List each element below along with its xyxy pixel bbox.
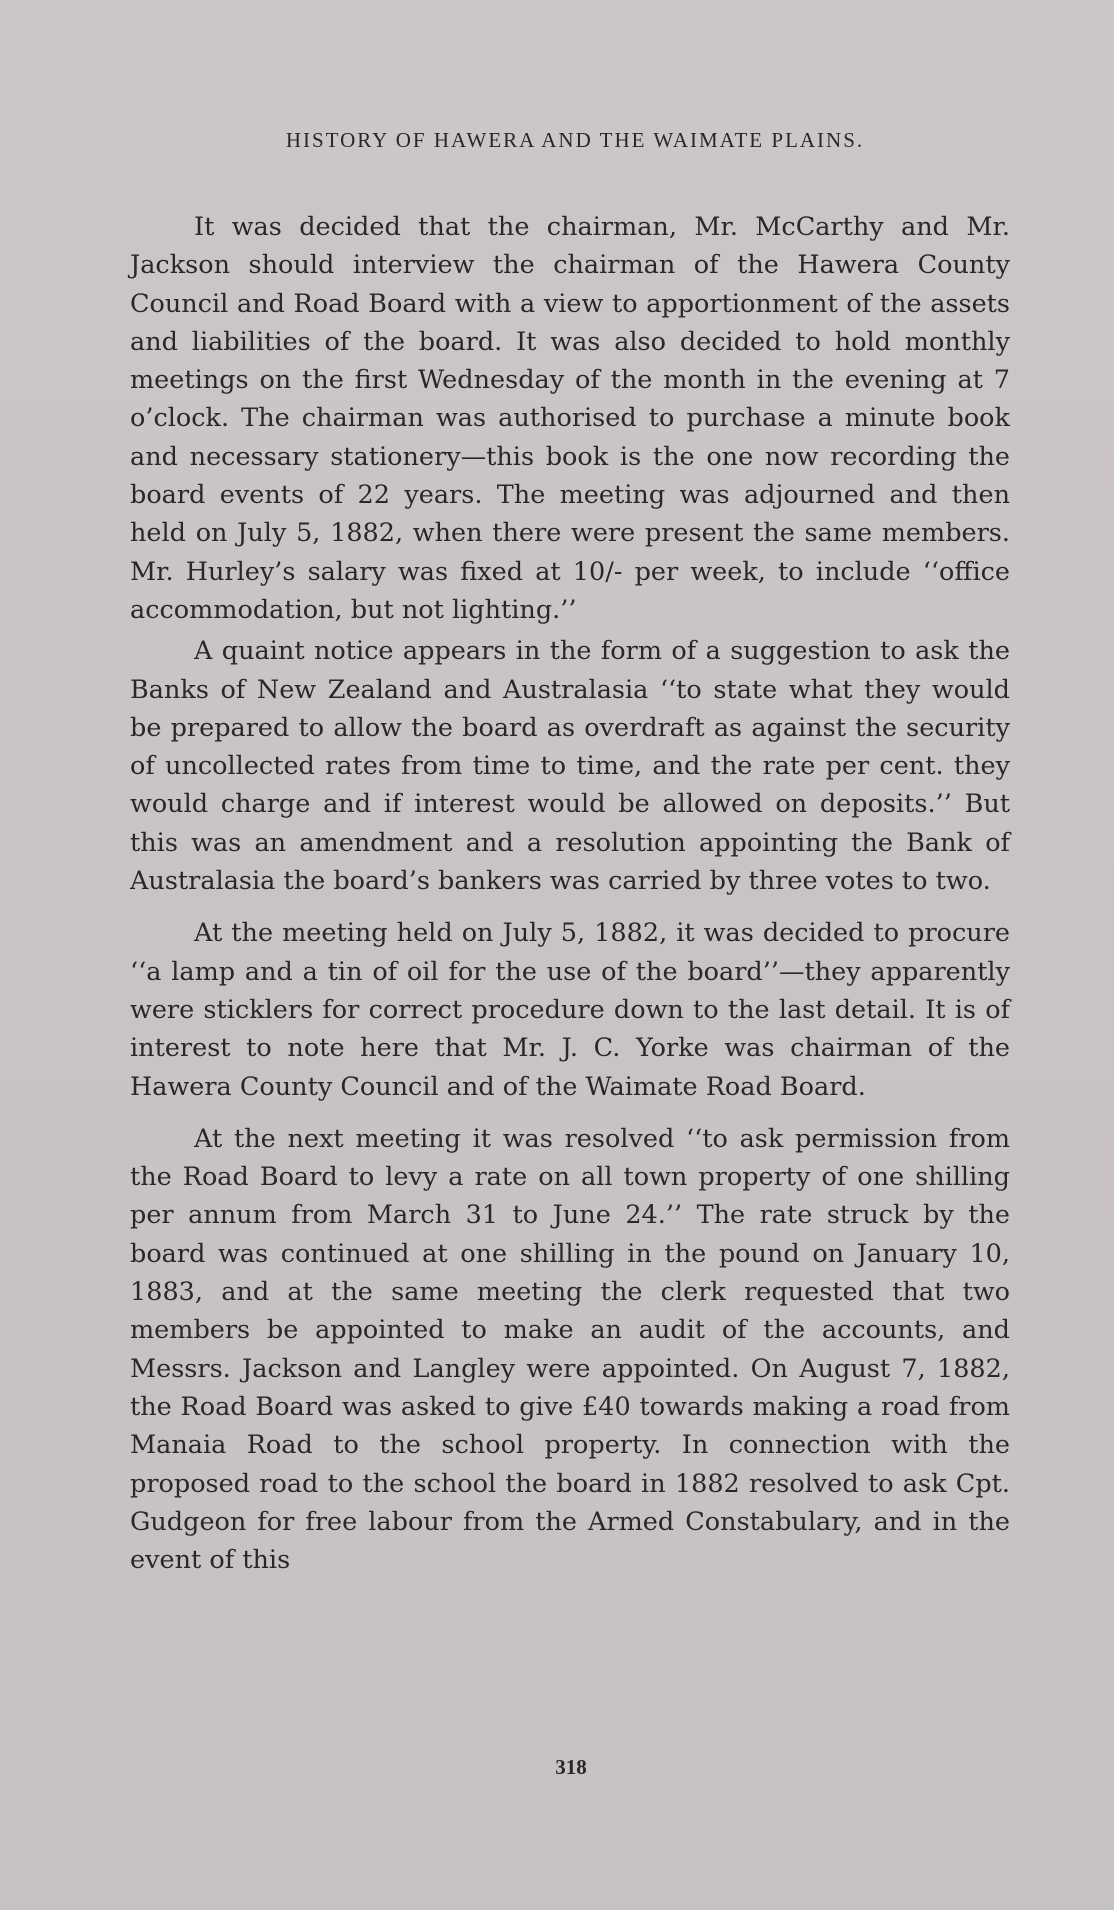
paragraph-3: At the meeting held on July 5, 1882, it was decided to procure ‘‘a lamp and a tin of oil for the use of the board’’—they apparently were sticklers for correct procedure down to the last detail. It is of interest to note here that Mr. J. C. Yorke was chairman of the Hawera County Council and of the Waimate Road Board. <box>130 918 1010 1102</box>
paragraph-2: A quaint notice appears in the form of a suggestion to ask the Banks of New Zealand and Australasia ‘‘to state what they would be prepared to allow the board as overdraft as against the security of uncollected rates from time to time, and the rate per cent. they would charge and if interest would be allowed on deposits.’’ But this was an amendment and a resolution appointing the Bank of Australasia the board’s bankers was carried by three votes to two. <box>130 636 1010 897</box>
paragraph-4: At the next meeting it was resolved ‘‘to ask permission from the Road Board to levy a rate on all town property of one shilling per annum from March 31 to June 24.’’ The rate struck by the board was continued at one shilling in the pound on January 10, 1883, and at the same meeting the clerk requested that two members be appointed to make an audit of the accounts, and Messrs. Jackson and Langley were appointed. On August 7, 1882, the Road Board was asked to give £40 towards making a road from Manaia Road to the school property. In connection with the proposed road to the school the board in 1882 resolved to ask Cpt. Gudgeon for free labour from the Armed Constabulary, and in the event of this <box>130 1123 1010 1576</box>
paragraph-1: It was decided that the chairman, Mr. McCarthy and Mr. Jackson should interview the chairman of the Hawera County Council and Road Board with a view to apportionment of the assets and liabilities of the board. It was also decided to hold monthly meetings on the first Wednesday of the month in the evening at 7 o’clock. The chairman was authorised to purchase a minute book and necessary stationery—this book is the one now recording the board events of 22 years. The meeting was adjourned and then held on July 5, 1882, when there were present the same members. Mr. Hurley’s salary was fixed at 10/- per week, to include ‘‘office accommodation, but not lighting.’’ <box>130 212 1010 625</box>
running-title: HISTORY OF HAWERA AND THE WAIMATE PLAINS. <box>285 128 865 152</box>
page-number: 318 <box>555 1755 587 1779</box>
body-text <box>130 208 1010 1579</box>
